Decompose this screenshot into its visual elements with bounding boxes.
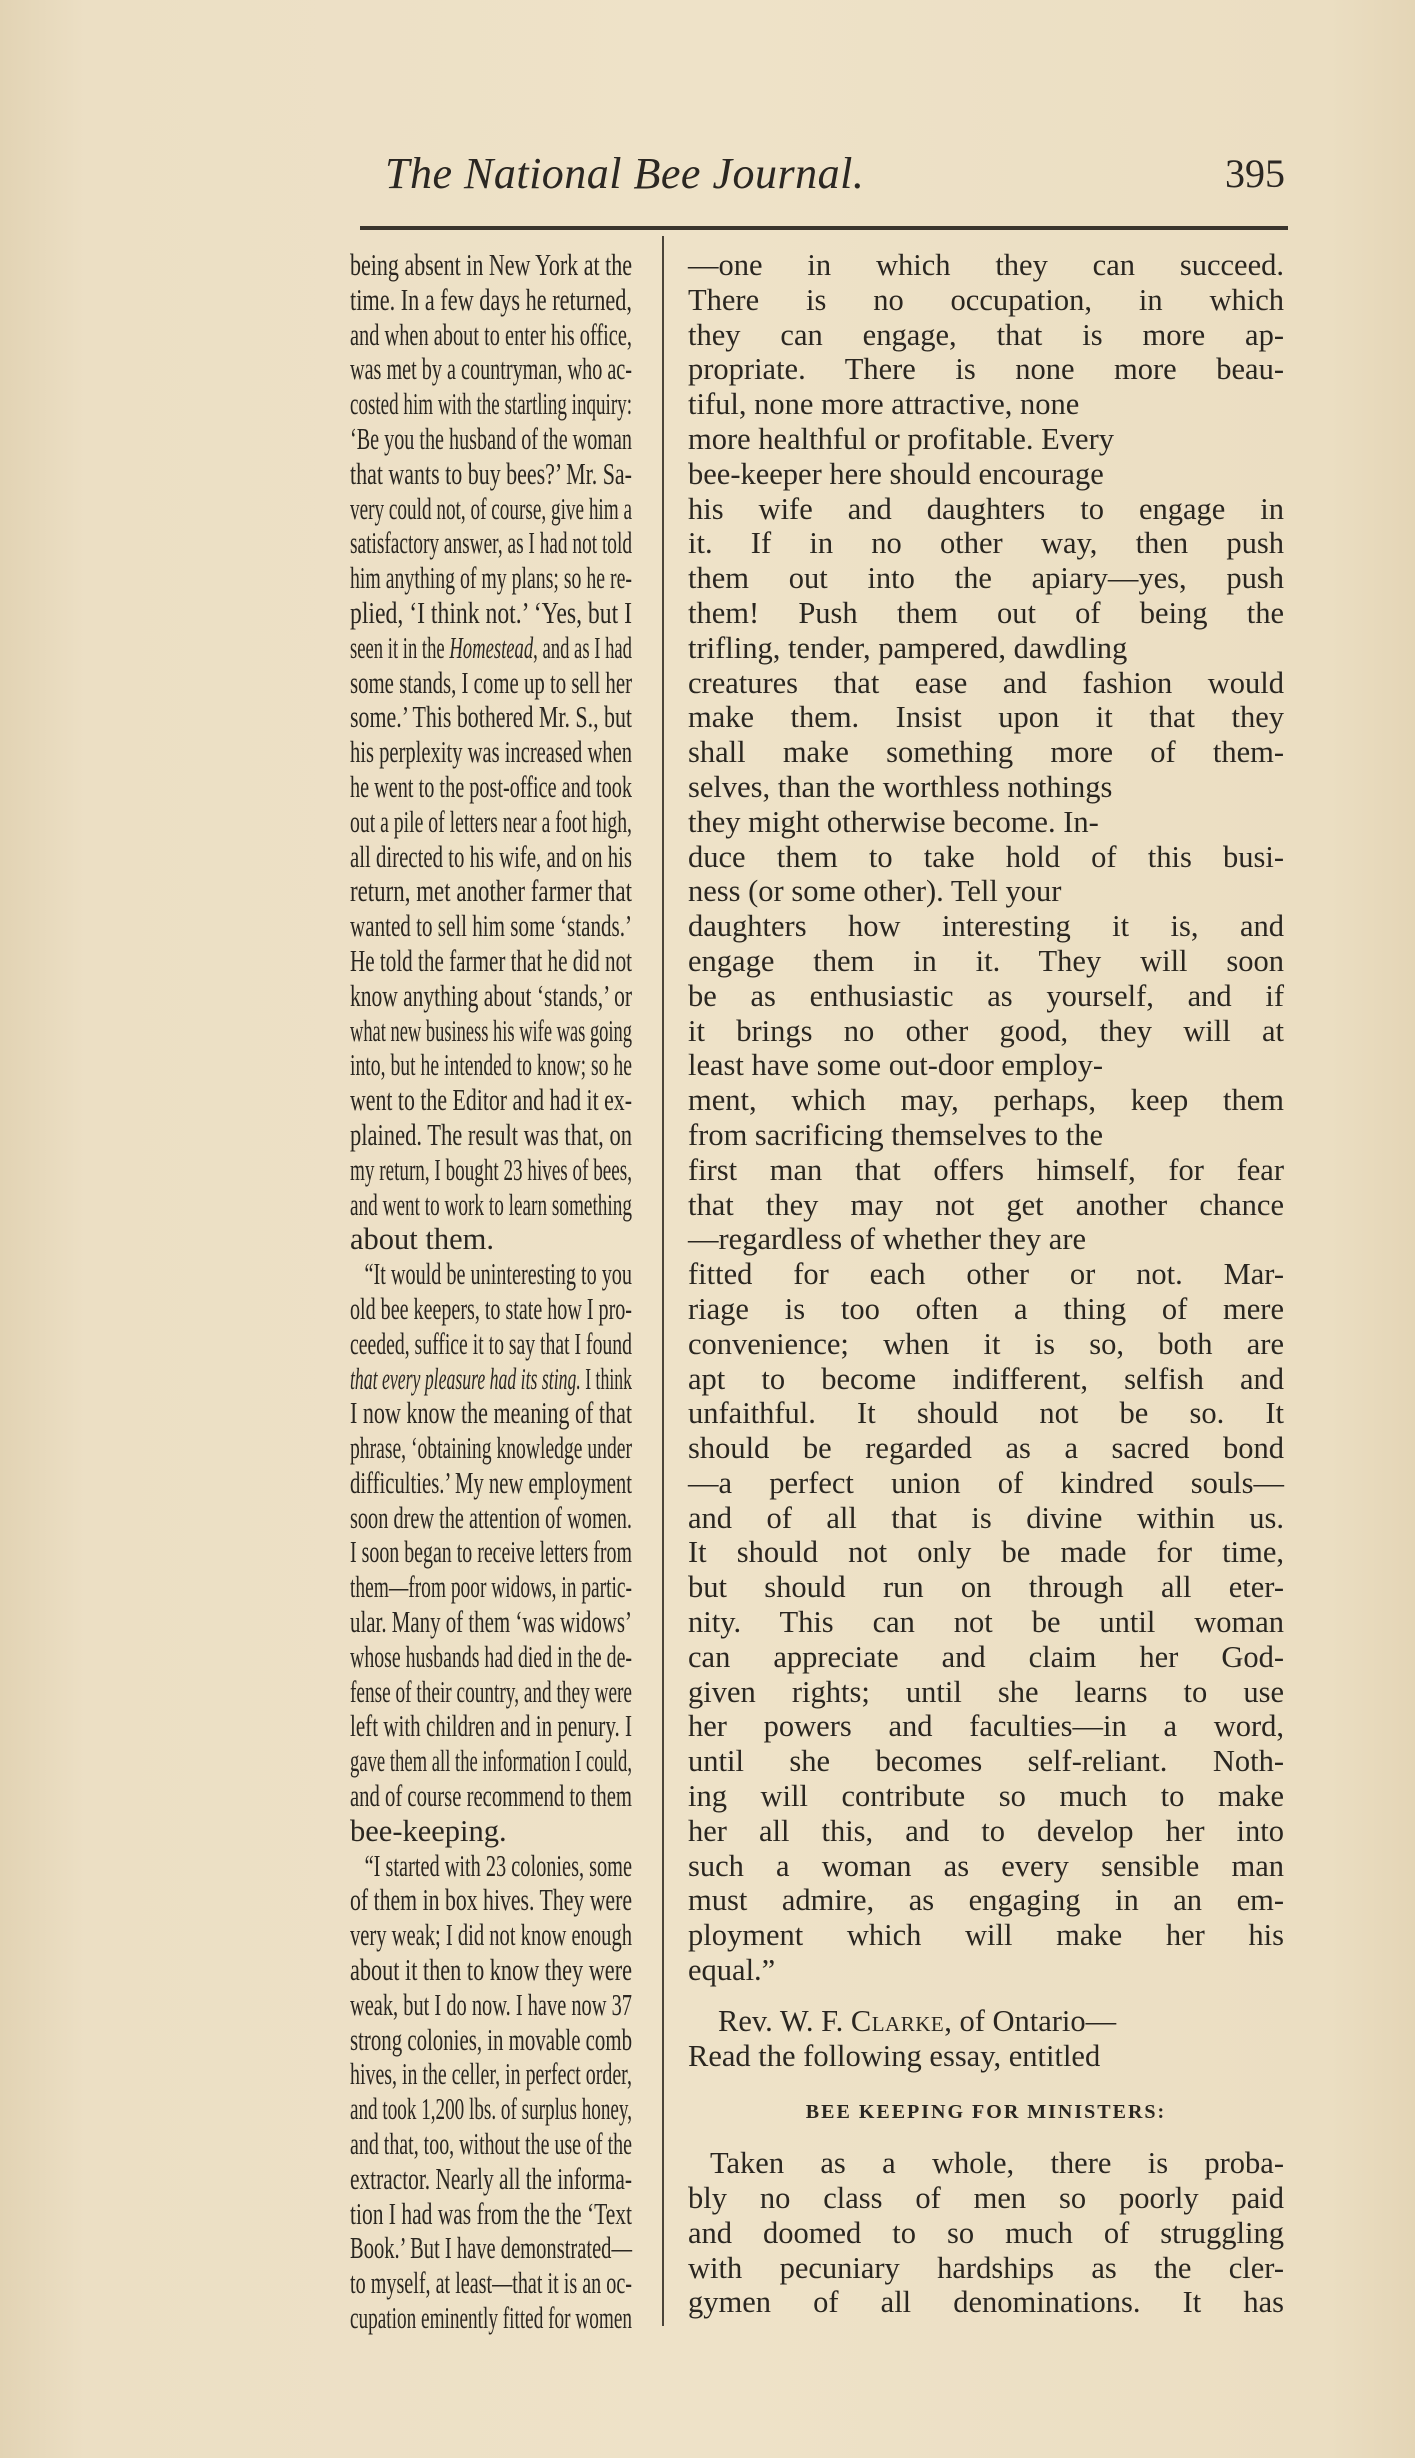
- left-column-line: tion I had was from the the ‘Text: [350, 2196, 632, 2231]
- left-column-line: ular. Many of them ‘was widows’: [350, 1605, 632, 1640]
- right-column-line: creatures that ease and fashion would: [688, 665, 1284, 700]
- left-column-line: very weak; I did not know enough: [350, 1918, 632, 1953]
- right-column-line: There is no occupation, in which: [688, 282, 1284, 317]
- left-column-line: about it then to know they were: [350, 1953, 632, 1988]
- left-column-line: and went to work to learn something: [350, 1187, 632, 1222]
- right-column-line: fitted for each other or not. Mar-: [688, 1257, 1284, 1292]
- left-column-line: and took 1,200 lbs. of surplus honey,: [350, 2092, 632, 2127]
- left-column-line: and when about to enter his office,: [350, 317, 632, 352]
- right-column-line: daughters how interesting it is, and: [688, 909, 1284, 944]
- section-heading: BEE KEEPING FOR MINISTERS:: [805, 2101, 1167, 2124]
- left-column-line: ‘Be you the husband of the woman: [350, 421, 632, 456]
- final-para-line: and doomed to so much of struggling: [688, 2215, 1284, 2250]
- left-column-line: to myself, at least—that it is an oc-: [350, 2266, 632, 2301]
- left-column-line: that wants to buy bees?’ Mr. Sa-: [350, 456, 632, 491]
- clarke-line-2: Read the following essay, entitled: [688, 2038, 1101, 2073]
- left-column-line: and that, too, without the use of the: [350, 2127, 632, 2162]
- left-column-line: return, met another farmer that: [350, 874, 632, 909]
- right-column-line: be as enthusiastic as yourself, and if: [688, 978, 1284, 1013]
- right-column-line: —one in which they can succeed.: [688, 248, 1284, 282]
- final-para-line: with pecuniary hardships as the cler-: [688, 2250, 1284, 2285]
- left-column-line: some stands, I come up to sell her: [350, 665, 632, 700]
- left-column-line: that every pleasure had its sting. I think: [350, 1361, 632, 1396]
- right-column-line: should be regarded as a sacred bond: [688, 1431, 1284, 1466]
- right-column-line: trifling, tender, pampered, dawdling: [688, 630, 1128, 665]
- right-column-line: nity. This can not be until woman: [688, 1605, 1284, 1640]
- left-column-line: time. In a few days he returned,: [350, 282, 632, 317]
- right-column-line: his wife and daughters to engage in: [688, 491, 1284, 526]
- right-column-line: ness (or some other). Tell your: [688, 874, 1062, 909]
- right-column-lines: [688, 248, 1284, 1988]
- right-column-line: must admire, as engaging in an em-: [688, 1883, 1284, 1918]
- left-column-line: of them in box hives. They were: [350, 1883, 632, 1918]
- left-column-line: left with children and in penury. I: [350, 1709, 632, 1744]
- column-divider: [662, 236, 664, 2326]
- left-column-line: his perplexity was increased when: [350, 735, 632, 770]
- right-column-line: It should not only be made for time,: [688, 1535, 1284, 1570]
- final-para-line: gymen of all denominations. It has: [688, 2285, 1284, 2320]
- left-column-line: wanted to sell him some ‘stands.’: [350, 909, 632, 944]
- right-column-line: but should run on through all eter-: [688, 1570, 1284, 1605]
- left-column: [350, 248, 632, 2336]
- right-column-line: them out into the apiary—yes, push: [688, 561, 1284, 596]
- left-column-line: was met by a countryman, who ac-: [350, 352, 632, 387]
- left-column-line: strong colonies, in movable comb: [350, 2022, 632, 2057]
- left-column-line: phrase, ‘obtaining knowledge under: [350, 1431, 632, 1466]
- right-column-line: shall make something more of them-: [688, 735, 1284, 770]
- running-header: [385, 148, 1285, 208]
- left-column-line: plained. The result was that, on: [350, 1117, 632, 1152]
- left-column-line: bee-keeping.: [350, 1813, 507, 1848]
- left-column-line: Book.’ But I have demonstrated—: [350, 2231, 632, 2266]
- left-column-line: and of course recommend to them: [350, 1779, 632, 1814]
- right-column-line: apt to become indifferent, selfish and: [688, 1361, 1284, 1396]
- right-column-line: more healthful or profitable. Every: [688, 421, 1114, 456]
- right-column-line: from sacrificing themselves to the: [688, 1117, 1104, 1152]
- paragraph-gap: [688, 1988, 1284, 2004]
- left-column-line: seen it in the Homestead, and as I had: [350, 630, 632, 665]
- right-column-line: ployment which will make her his: [688, 1918, 1284, 1953]
- right-column-line: and of all that is divine within us.: [688, 1500, 1284, 1535]
- right-column-line: unfaithful. It should not be so. It: [688, 1396, 1284, 1431]
- right-column-line: her all this, and to develop her into: [688, 1813, 1284, 1848]
- left-column-line: what new business his wife was going: [350, 1013, 632, 1048]
- left-column-line: whose husbands had died in the de-: [350, 1639, 632, 1674]
- right-column-line: it brings no other good, they will at: [688, 1013, 1284, 1048]
- right-column-line: riage is too often a thing of mere: [688, 1291, 1284, 1326]
- left-column-line: weak, but I do now. I have now 37: [350, 1987, 632, 2022]
- left-column-line: satisfactory answer, as I had not told: [350, 526, 632, 561]
- header-rule: [360, 226, 1288, 230]
- right-column-line: it. If in no other way, then push: [688, 526, 1284, 561]
- left-column-line: know anything about ‘stands,’ or: [350, 978, 632, 1013]
- right-column-line: ing will contribute so much to make: [688, 1779, 1284, 1814]
- left-column-line: him anything of my plans; so he re-: [350, 561, 632, 596]
- left-column-line: soon drew the attention of women.: [350, 1500, 632, 1535]
- page-number: 395: [1225, 151, 1285, 196]
- right-column-line: —a perfect union of kindred souls—: [688, 1465, 1284, 1500]
- right-column-line: engage them in it. They will soon: [688, 943, 1284, 978]
- left-column-line: very could not, of course, give him a: [350, 491, 632, 526]
- right-column-line: make them. Insist upon it that they: [688, 700, 1284, 735]
- right-column-line: her powers and faculties—in a word,: [688, 1709, 1284, 1744]
- clarke-prefix: Rev. W. F.: [718, 2003, 851, 2038]
- left-column-line: “I started with 23 colonies, some: [364, 1848, 632, 1883]
- left-column-line: hives, in the celler, in perfect order,: [350, 2057, 632, 2092]
- right-column-line: they can engage, that is more ap-: [688, 317, 1284, 352]
- left-column-line: difficulties.’ My new employment: [350, 1465, 632, 1500]
- left-column-line: old bee keepers, to state how I pro-: [350, 1291, 632, 1326]
- right-column-line: —regardless of whether they are: [688, 1222, 1087, 1257]
- right-column-line: equal.”: [688, 1953, 776, 1988]
- final-para-line: Taken as a whole, there is proba-: [710, 2146, 1284, 2181]
- left-column-line: ceeded, suffice it to say that I found: [350, 1326, 632, 1361]
- right-column-line: least have some out-door employ-: [688, 1048, 1104, 1083]
- left-column-line: costed him with the startling inquiry:: [350, 387, 632, 422]
- left-column-line: He told the farmer that he did not: [350, 943, 632, 978]
- clarke-name: Clarke: [850, 2003, 945, 2038]
- final-paragraph: [688, 2146, 1284, 2320]
- left-column-line: I now know the meaning of that: [350, 1396, 632, 1431]
- right-column-line: tiful, none more attractive, none: [688, 387, 1080, 422]
- left-column-line: being absent in New York at the: [350, 248, 632, 282]
- right-column-line: given rights; until she learns to use: [688, 1674, 1284, 1709]
- right-column-line: can appreciate and claim her God-: [688, 1639, 1284, 1674]
- right-column-line: propriate. There is none more beau-: [688, 352, 1284, 387]
- left-column-line: plied, ‘I think not.’ ‘Yes, but I: [350, 595, 632, 630]
- left-column-line: “It would be uninteresting to you: [364, 1257, 632, 1292]
- left-column-line: extractor. Nearly all the informa-: [350, 2161, 632, 2196]
- left-column-line: them—from poor widows, in partic-: [350, 1570, 632, 1605]
- left-column-line: some.’ This bothered Mr. S., but: [350, 700, 632, 735]
- right-column: [688, 248, 1284, 2320]
- left-column-line: fense of their country, and they were: [350, 1674, 632, 1709]
- left-column-line: he went to the post-office and took: [350, 769, 632, 804]
- right-column-line: ment, which may, perhaps, keep them: [688, 1083, 1284, 1118]
- left-column-line: cupation eminently fitted for women: [350, 2301, 632, 2336]
- left-column-line: about them.: [350, 1222, 494, 1257]
- left-column-line: all directed to his wife, and on his: [350, 839, 632, 874]
- left-column-line: my return, I bought 23 hives of bees,: [350, 1152, 632, 1187]
- right-column-line: bee-keeper here should encourage: [688, 456, 1104, 491]
- left-column-line: gave them all the information I could,: [350, 1744, 632, 1779]
- left-column-line: I soon began to receive letters from: [350, 1535, 632, 1570]
- right-column-line: such a woman as every sensible man: [688, 1848, 1284, 1883]
- journal-title: The National Bee Journal.: [385, 149, 865, 198]
- right-column-line: them! Push them out of being the: [688, 595, 1284, 630]
- right-column-line: until she becomes self-reliant. Noth-: [688, 1744, 1284, 1779]
- right-column-line: they might otherwise become. In-: [688, 804, 1099, 839]
- right-column-line: convenience; when it is so, both are: [688, 1326, 1284, 1361]
- clarke-line-1: [688, 2004, 1284, 2039]
- left-column-line: into, but he intended to know; so he: [350, 1048, 632, 1083]
- right-column-line: first man that offers himself, for fear: [688, 1152, 1284, 1187]
- left-column-line: out a pile of letters near a foot high,: [350, 804, 632, 839]
- left-column-line: went to the Editor and had it ex-: [350, 1083, 632, 1118]
- right-column-line: that they may not get another chance: [688, 1187, 1284, 1222]
- right-column-line: duce them to take hold of this busi-: [688, 839, 1284, 874]
- final-para-line: bly no class of men so poorly paid: [688, 2181, 1284, 2216]
- clarke-suffix: , of Ontario—: [944, 2003, 1117, 2038]
- right-column-line: selves, than the worthless nothings: [688, 769, 1113, 804]
